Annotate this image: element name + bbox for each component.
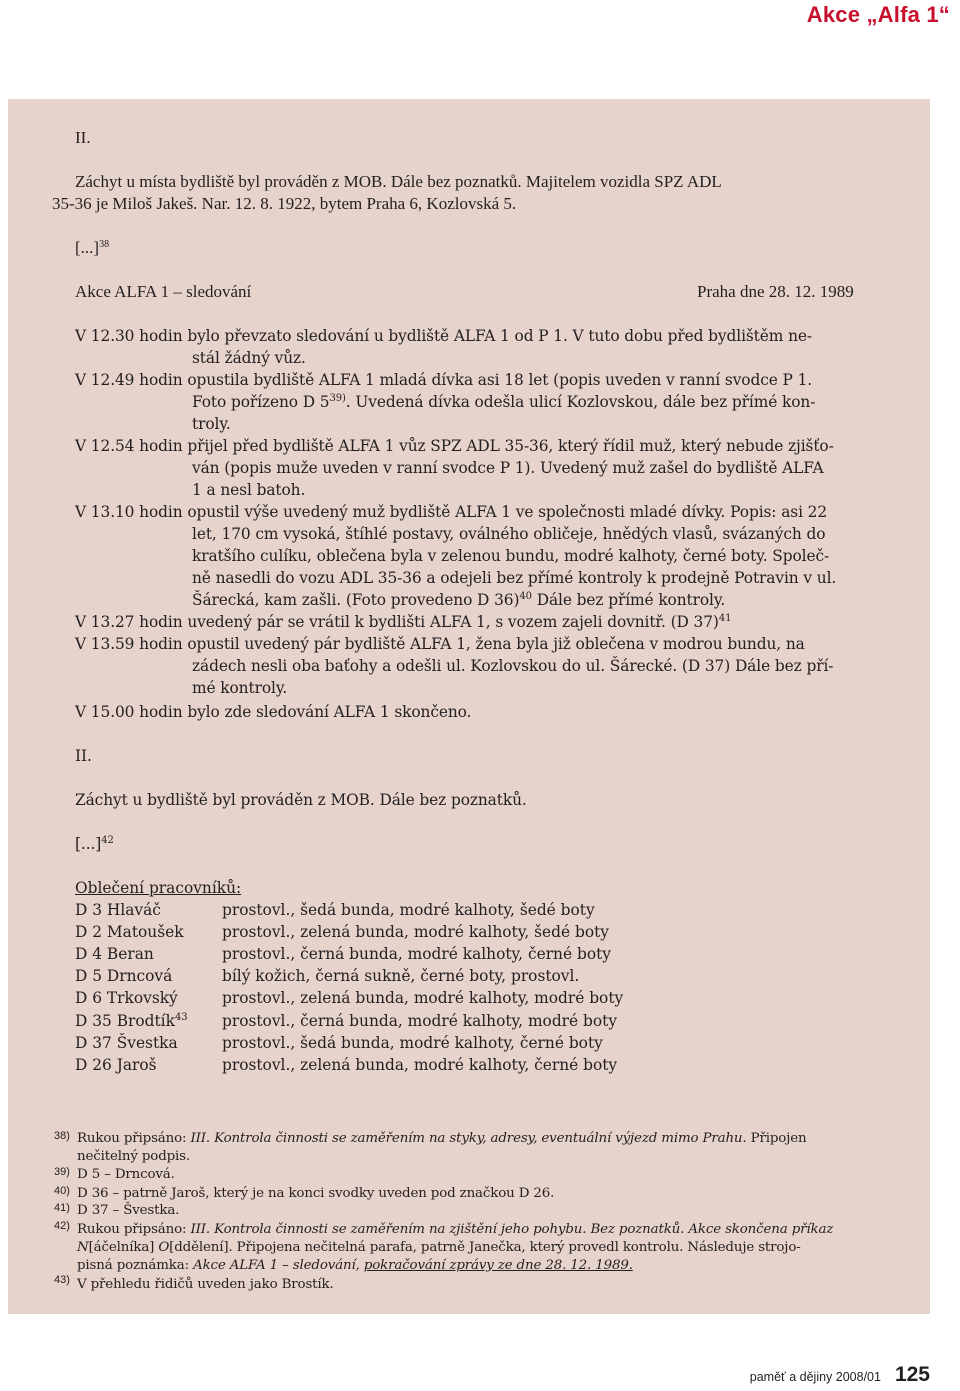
footnote-ref: 39) (329, 393, 346, 404)
footnote-number: 43) (54, 1274, 70, 1286)
log-line: V 15.00 hodin bylo zde sledování ALFA 1 skončeno. (75, 703, 472, 721)
log-line: mé kontroly. (192, 679, 288, 697)
footnote-text: D 36 – patrně Jaroš, který je na konci svodky uveden pod značkou D 26. (77, 1186, 555, 1201)
omission-marker: [...]$^{42}$ (75, 835, 114, 853)
log-line: V 12.54 hodin přijel před bydliště ALFA 1 vůz SPZ ADL 35-36, který řídil muž, který nebude zjišťo- (75, 437, 834, 455)
log-line: stál žádný vůz. (192, 349, 306, 367)
footnote-text: Rukou připsáno: III. Kontrola činnosti se zaměřením na zjištění jeho pohybu. Bez poznatků. Akce skončena příkaz (77, 1222, 834, 1237)
clothing-row-name: D 35 Brodtík$^{43}$ (75, 1012, 188, 1030)
log-line: V 13.10 hodin opustil výše uvedený muž bydliště ALFA 1 ve společnosti mladé dívky. Popis: asi 22 (75, 503, 828, 521)
footnote-text: Rukou připsáno: III. Kontrola činnosti se zaměřením na styky, adresy, eventuální výjezd mimo Prahu. Připojen (77, 1131, 807, 1146)
footnote-text: pisná poznámka: Akce ALFA 1 – sledování, pokračování zprávy ze dne 28. 12. 1989. (77, 1258, 633, 1273)
report-heading: Akce ALFA 1 – sledování (75, 282, 252, 301)
clothing-row-description: prostovl., šedá bunda, modré kalhoty, černé boty (222, 1034, 603, 1052)
clothing-row-name: D 5 Drncová (75, 967, 173, 985)
footnote-ref: 38 (99, 239, 110, 250)
footnote-text: nečitelný podpis. (77, 1149, 191, 1164)
footnote-ref: 41 (718, 613, 732, 624)
running-header-title: Akce „Alfa 1“ (806, 2, 950, 27)
footnote-number: 39) (54, 1166, 70, 1178)
footnote-text: D 5 – Drncová. (77, 1167, 175, 1182)
log-line: V 12.30 hodin bylo převzato sledování u bydliště ALFA 1 od P 1. V tuto dobu před bydlištěm ne- (75, 327, 812, 345)
footnote-number: 38) (54, 1130, 70, 1142)
footnote-ref: 40 (519, 591, 532, 602)
clothing-row-description: prostovl., černá bunda, modré kalhoty, černé boty (222, 945, 611, 963)
section-text-line: Záchyt u bydliště byl prováděn z MOB. Dále bez poznatků. (75, 791, 527, 809)
log-line: kratšího culíku, oblečena byla v zelenou bundu, modré kalhoty, černé boty. Společ- (192, 547, 830, 565)
clothing-heading: Oblečení pracovníků: (75, 879, 242, 897)
log-line: V 13.27 hodin uvedený pár se vrátil k bydlišti ALFA 1, s vozem zajeli dovnitř. (D 37)$^{41}$ (75, 613, 732, 631)
section-number: II. (75, 128, 91, 147)
footnote-ref: 43 (174, 1012, 188, 1023)
clothing-row-description: prostovl., šedá bunda, modré kalhoty, šedé boty (222, 901, 595, 919)
report-date: Praha dne 28. 12. 1989 (697, 282, 854, 301)
clothing-row-name: D 4 Beran (75, 945, 154, 963)
clothing-row-name: D 6 Trkovský (75, 989, 178, 1007)
clothing-row-name: D 2 Matoušek (75, 923, 184, 941)
footnote-number: 42) (54, 1220, 70, 1232)
footnote-text: V přehledu řidičů uveden jako Brostík. (77, 1277, 334, 1292)
log-line: Šárecká, kam zašli. (Foto provedeno D 36)$^{40}$ Dále bez přímé kontroly. (192, 591, 726, 609)
journal-name: paměť a dějiny 2008/01 (749, 1370, 881, 1384)
footnote-text: D 37 – Švestka. (77, 1203, 180, 1218)
clothing-row-description: prostovl., zelená bunda, modré kalhoty, modré boty (222, 989, 624, 1007)
clothing-row-description: prostovl., zelená bunda, modré kalhoty, černé boty (222, 1056, 618, 1074)
footnote-number: 40) (54, 1185, 70, 1197)
clothing-row-description: bílý kožich, černá sukně, černé boty, prostovl. (222, 967, 580, 985)
log-line: V 13.59 hodin opustil uvedený pár bydliště ALFA 1, žena byla již oblečena v modrou bundu, na (75, 635, 805, 653)
log-line: Foto pořízeno D 5$^{39)}$. Uvedená dívka odešla ulicí Kozlovskou, dále bez přímé kon- (192, 393, 816, 411)
clothing-row-description: prostovl., zelená bunda, modré kalhoty, šedé boty (222, 923, 609, 941)
clothing-row-description: prostovl., černá bunda, modré kalhoty, modré boty (222, 1012, 618, 1030)
clothing-row-name: D 3 Hlaváč (75, 901, 161, 919)
page-number: 125 (894, 1363, 930, 1386)
log-line: 1 a nesl batoh. (192, 481, 306, 499)
footnote-ref: 42 (101, 835, 114, 846)
log-line: troly. (192, 415, 231, 433)
omission-marker: [...]$^{38}$ (75, 238, 110, 257)
clothing-row-name: D 26 Jaroš (75, 1056, 157, 1074)
log-line: zádech nesli oba baťohy a odešli ul. Kozlovskou do ul. Šárecké. (D 37) Dále bez pří- (192, 657, 834, 675)
log-line: ně nasedli do vozu ADL 35-36 a odejeli bez přímé kontroly k prodejně Potravin v ul. (192, 569, 837, 587)
footnote-text: N[áčelníka] O[ddělení]. Připojena nečitelná parafa, patrně Janečka, který provedl kontrolu. Následuje strojo- (77, 1240, 801, 1255)
log-line: V 12.49 hodin opustila bydliště ALFA 1 mladá dívka asi 18 let (popis uveden v ranní svodce P 1. (75, 371, 813, 389)
log-line: ván (popis muže uveden v ranní svodce P 1). Uvedený muž zašel do bydliště ALFA (192, 459, 824, 477)
section-number: II. (75, 747, 92, 765)
footnote-number: 41) (54, 1202, 70, 1214)
section-text-line: Záchyt u místa bydliště byl prováděn z MOB. Dále bez poznatků. Majitelem vozidla SPZ ADL (75, 172, 722, 191)
clothing-row-name: D 37 Švestka (75, 1034, 178, 1052)
page-footer (750, 1363, 930, 1387)
section-text-line: 35-36 je Miloš Jakeš. Nar. 12. 8. 1922, bytem Praha 6, Kozlovská 5. (52, 194, 517, 213)
log-line: let, 170 cm vysoká, štíhlé postavy, oválného obličeje, hnědých vlasů, svázaných do (192, 525, 826, 543)
